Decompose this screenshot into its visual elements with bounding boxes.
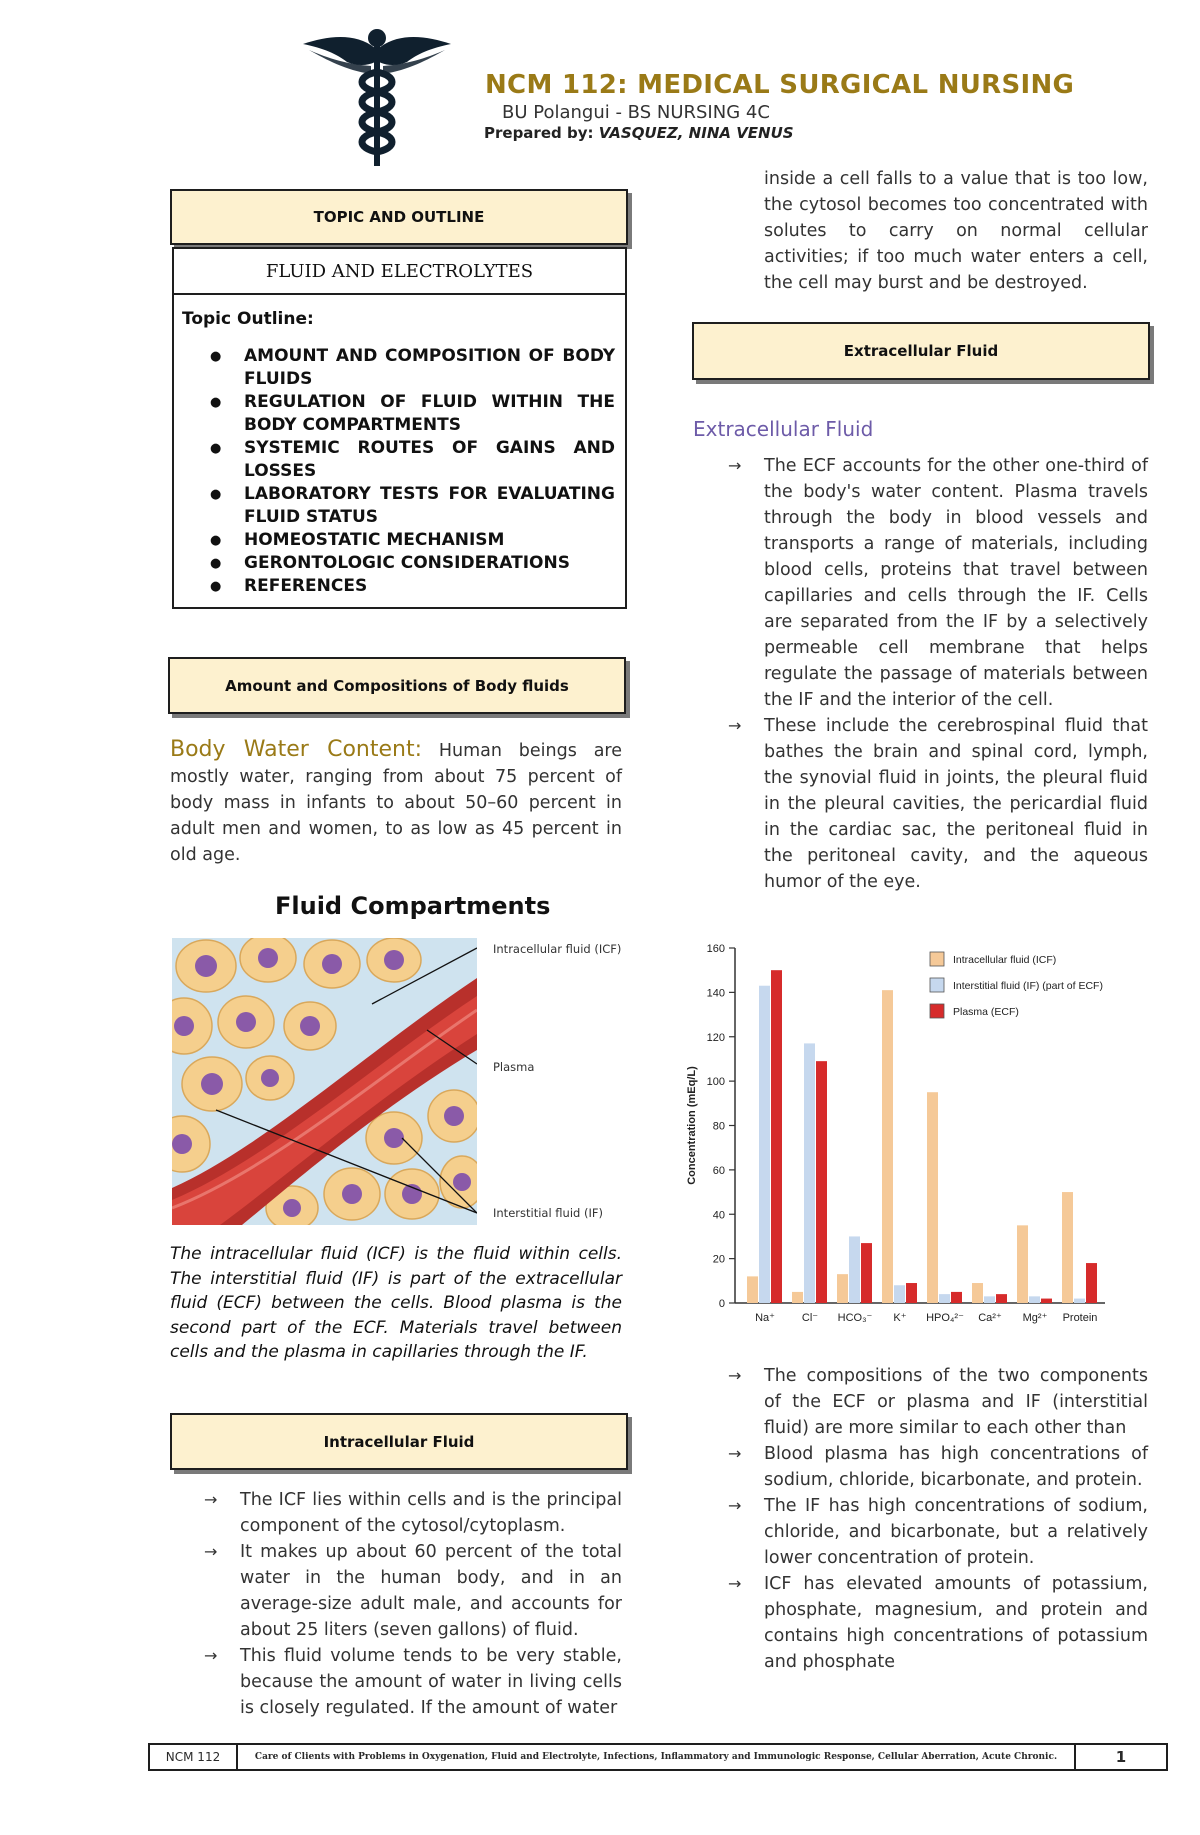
x-tick-label: Protein (1062, 1312, 1098, 1324)
ecf-subheading: Extracellular Fluid (693, 417, 874, 441)
page-footer (148, 1743, 1168, 1771)
bar-1 (882, 990, 893, 1303)
legend-swatch (930, 952, 944, 966)
prepared-name: VASQUEZ, NINA VENUS (598, 124, 794, 142)
outline-item: ● HOMEOSTATIC MECHANISM (182, 529, 615, 552)
bar-2 (1074, 1299, 1085, 1303)
legend-label: Plasma (ECF) (953, 1006, 1019, 1018)
topic-outline-header (170, 189, 628, 245)
bar-2 (1029, 1296, 1040, 1303)
ecf-list (728, 453, 1148, 895)
bar-1 (927, 1092, 938, 1303)
outline-item: ● GERONTOLOGIC CONSIDERATIONS (182, 552, 615, 575)
label-if: Interstitial fluid (IF) (493, 1206, 603, 1220)
ecf-item: → These include the cerebrospinal fluid that bathes the brain and spinal cord, lymph, the synovial fluid in joints, the pleural fluid in the pleural cavities, the pericardial fluid in the cardiac sac, the peritoneal fluid in the peritoneal cavity, and the aqueous humor of the eye. (728, 713, 1148, 895)
compartments-caption: The intracellular fluid (ICF) is the fluid within cells. The interstitial fluid (IF) is part of the extracellular fluid (ECF) between the cells. Blood plasma is the second part of the ECF. Materials travel between cells and the plasma in capillaries through the IF. (170, 1244, 622, 1362)
prepared-label: Prepared by: (484, 124, 594, 142)
prepared-by (484, 124, 794, 142)
bar-1 (837, 1274, 848, 1303)
ion-concentration-chart (680, 938, 1160, 1338)
x-tick-label: Mg²⁺ (1022, 1312, 1048, 1324)
x-tick-label: Cl⁻ (801, 1312, 819, 1324)
ecf-header-label: Extracellular Fluid (843, 342, 999, 360)
body-water-paragraph (170, 737, 622, 868)
legend-swatch (930, 1004, 944, 1018)
x-tick-label: HCO₃⁻ (837, 1312, 873, 1324)
bar-2 (849, 1236, 860, 1303)
fluid-compartments-title: Fluid Compartments (275, 892, 551, 920)
icf-item: → It makes up about 60 percent of the total water in the human body, and in an average-size adult male, and accounts for about 25 liters (seven gallons) of fluid. (204, 1539, 622, 1643)
course-subtitle: BU Polangui - BS NURSING 4C (502, 102, 770, 123)
bar-3 (771, 970, 782, 1303)
y-tick-label: 0 (718, 1298, 725, 1310)
bar-1 (1062, 1192, 1073, 1303)
outline-item: ● SYSTEMIC ROUTES OF GAINS AND LOSSES (182, 437, 615, 483)
icf-header (170, 1413, 628, 1470)
x-tick-label: K⁺ (893, 1312, 907, 1324)
y-tick-label: 140 (706, 987, 725, 1000)
bar-2 (984, 1296, 995, 1303)
bar-1 (1017, 1225, 1028, 1303)
outline-label: Topic Outline: (182, 309, 314, 329)
y-tick-label: 20 (712, 1253, 725, 1266)
legend-swatch (930, 978, 944, 992)
bar-3 (1086, 1263, 1097, 1303)
outline-title: FLUID AND ELECTROLYTES (174, 249, 625, 295)
bar-2 (939, 1294, 950, 1303)
label-icf: Intracellular fluid (ICF) (493, 942, 622, 956)
composition-item: → Blood plasma has high concentrations of sodium, chloride, bicarbonate, and protein. (728, 1441, 1148, 1493)
topic-outline-header-label: TOPIC AND OUTLINE (313, 208, 485, 226)
footer-course: NCM 112 (150, 1745, 238, 1769)
bar-3 (906, 1283, 917, 1303)
bar-3 (816, 1061, 827, 1303)
y-tick-label: 100 (706, 1076, 725, 1089)
icf-list (204, 1487, 622, 1721)
icf-item: → The ICF lies within cells and is the principal component of the cytosol/cytoplasm. (204, 1487, 622, 1539)
body-water-heading: Body Water Content: (170, 737, 423, 762)
x-tick-label: HPO₄²⁻ (926, 1312, 964, 1324)
composition-item: → The compositions of the two components of the ECF or plasma and IF (interstitial fluid) are more similar to each other than (728, 1363, 1148, 1441)
y-tick-label: 160 (706, 943, 725, 955)
y-tick-label: 60 (712, 1164, 725, 1177)
caduceus-logo-icon (303, 26, 451, 168)
bar-1 (972, 1283, 983, 1303)
y-tick-label: 40 (712, 1209, 725, 1222)
outline-item: ● REGULATION OF FLUID WITHIN THE BODY COMPARTMENTS (182, 391, 615, 437)
icf-item: → This fluid volume tends to be very stable, because the amount of water in living cells is closely regulated. If the amount of water (204, 1643, 622, 1721)
composition-item: → The IF has high concentrations of sodium, chloride, and bicarbonate, but a relatively lower concentration of protein. (728, 1493, 1148, 1571)
page-number: 1 (1115, 1748, 1127, 1766)
legend-label: Intracellular fluid (ICF) (953, 954, 1057, 966)
composition-item: → ICF has elevated amounts of potassium, phosphate, magnesium, and protein and contains high concentrations of potassium and phosphate (728, 1571, 1148, 1675)
x-tick-label: Na⁺ (755, 1312, 775, 1324)
fluid-compartments-illustration (172, 938, 477, 1225)
outline-item: ● REFERENCES (182, 575, 615, 598)
bar-2 (894, 1285, 905, 1303)
topic-outline-box (172, 247, 627, 609)
bar-3 (861, 1243, 872, 1303)
ecf-header (692, 322, 1150, 380)
bar-2 (804, 1043, 815, 1303)
amount-header-label: Amount and Compositions of Body fluids (225, 676, 569, 695)
course-title: NCM 112: MEDICAL SURGICAL NURSING (485, 70, 1075, 100)
bar-1 (792, 1292, 803, 1303)
bar-1 (747, 1276, 758, 1303)
y-axis-label: Concentration (mEq/L) (686, 1066, 698, 1185)
bar-3 (1041, 1299, 1052, 1303)
outline-item: ● LABORATORY TESTS FOR EVALUATING FLUID STATUS (182, 483, 615, 529)
bar-3 (996, 1294, 1007, 1303)
icf-header-label: Intracellular Fluid (323, 1432, 475, 1451)
composition-list (728, 1363, 1148, 1675)
outline-list (182, 345, 615, 598)
bar-3 (951, 1292, 962, 1303)
amount-header (168, 657, 626, 714)
outline-item: ● AMOUNT AND COMPOSITION OF BODY FLUIDS (182, 345, 615, 391)
ecf-item: → The ECF accounts for the other one-third of the body's water content. Plasma travels through the body in blood vessels and transports a range of materials, including blood cells, proteins that travel between capillaries and cells through the IF. Cells are separated from the IF by a selectively permeable cell membrane that helps regulate the passage of materials between the IF and the interior of the cell. (728, 453, 1148, 713)
legend-label: Interstitial fluid (IF) (part of ECF) (953, 980, 1103, 992)
footer-description: Care of Clients with Problems in Oxygenation, Fluid and Electrolyte, Infections, Inflammatory and Immunologic Response, Cellular Aberration, Acute Chronic. (238, 1745, 1076, 1769)
y-tick-label: 80 (712, 1120, 725, 1133)
label-plasma: Plasma (493, 1060, 535, 1074)
x-tick-label: Ca²⁺ (978, 1312, 1002, 1324)
icf-continuation: inside a cell falls to a value that is too low, the cytosol becomes too concentrated with solutes to carry on normal cellular activities; if too much water enters a cell, the cell may burst and be destroyed. (764, 169, 1148, 293)
bar-2 (759, 986, 770, 1303)
y-tick-label: 120 (706, 1031, 725, 1044)
body-water-text: Human beings are mostly water, ranging from about 75 percent of body mass in infants to about 50–60 percent in adult men and women, to as low as 45 percent in old age. (170, 741, 622, 865)
